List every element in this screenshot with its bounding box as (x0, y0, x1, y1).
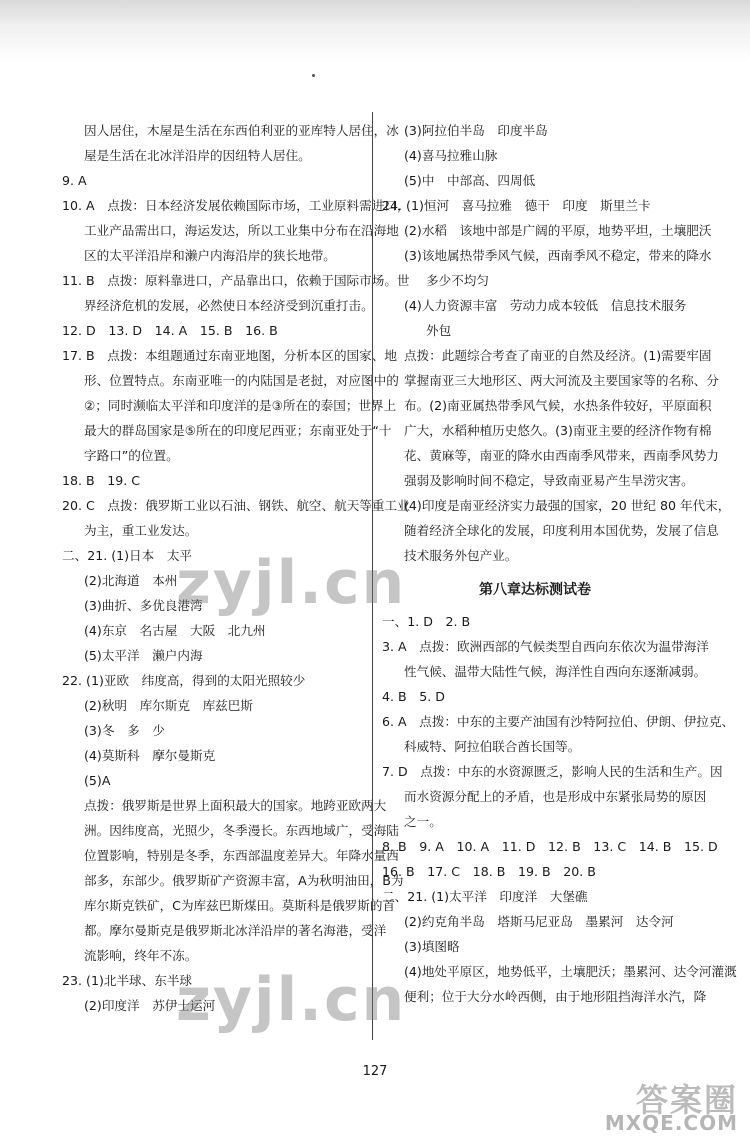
answer-line: (3)阿拉伯半岛 印度半岛 (404, 123, 548, 138)
answer-line: 强弱及影响时间不稳定，导致南亚易产生旱涝灾害。 (404, 473, 694, 488)
corner-logo-text: 答案圈 (635, 1081, 738, 1119)
answer-line: 之一。 (404, 814, 442, 829)
answer-line: 7. D 点拨：中东的水资源匮乏，影响人民的生活和生产。因 (382, 764, 723, 779)
answer-line: (4)人力资源丰富 劳动力成本较低 信息技术服务 (404, 298, 687, 313)
answer-line: (2)北海道 本州 (84, 573, 178, 588)
answer-line: 为主，重工业发达。 (84, 523, 198, 538)
answer-line: 掌握南亚三大地形区、两大河流及主要国家等的名称、分 (404, 373, 719, 388)
answer-line: 随着经济全球化的发展，印度利用本国优势，发展了信息 (404, 523, 719, 538)
answer-line: 广大，水稻种植历史悠久。(3)南亚主要的经济作物有棉 (404, 423, 712, 438)
scan-speck (312, 74, 315, 77)
answer-line: 流影响，终年不冻。 (84, 948, 198, 963)
answer-line: (3)冬 多 少 (84, 723, 165, 738)
answer-line: 多少不均匀 (426, 273, 489, 288)
answer-line: (2)秋明 库尔斯克 库兹巴斯 (84, 698, 253, 713)
answer-line: 11. B 点拨：原料靠进口，产品靠出口，依赖于国际市场。世 (62, 273, 410, 288)
answer-line: 部多，东部少。俄罗斯矿产资源丰富，A为秋明油田，B为 (84, 873, 404, 888)
answer-line: (3)曲折、多优良港湾 (84, 598, 203, 613)
answer-line: 形、位置特点。东南亚唯一的内陆国是老挝，对应图中的 (84, 373, 399, 388)
answer-line: (2)水稻 该地中部是广阔的平原，地势平坦，土壤肥沃 (404, 223, 712, 238)
answer-line: 22. (1)亚欧 纬度高，得到的太阳光照较少 (62, 673, 306, 688)
answer-line: (5)中 中部高、四周低 (404, 173, 536, 188)
answer-line: 技术服务外包产业。 (404, 548, 518, 563)
answer-line: 点拨：此题综合考查了南亚的自然及经济。(1)需要牢固 (404, 348, 712, 363)
answer-line: (4)喜马拉雅山脉 (404, 148, 498, 163)
answer-line: (5)A (84, 773, 111, 788)
answer-line: 科威特、阿拉伯联合酋长国等。 (404, 739, 581, 754)
section-heading: 第八章达标测试卷 (479, 582, 591, 598)
answer-line: 屋是生活在北冰洋沿岸的因纽特人居住。 (84, 148, 311, 163)
answer-line: 库尔斯克铁矿，C为库兹巴斯煤田。莫斯科是俄罗斯的首 (84, 898, 396, 913)
answer-line: (2)约克角半岛 塔斯马尼亚岛 墨累河 达令河 (404, 914, 674, 929)
answer-line: (3)填图略 (404, 939, 460, 954)
answer-line: 都。摩尔曼斯克是俄罗斯北冰洋沿岸的著名海港，受洋 (84, 923, 387, 938)
answer-line: 区的太平洋沿岸和濑户内海沿岸的狭长地带。 (84, 248, 336, 263)
answer-line: 洲。因纬度高，光照少，冬季漫长。东西地域广，受海陆 (84, 823, 399, 838)
answer-line: 10. A 点拨：日本经济发展依赖国际市场，工业原料需进口， (62, 198, 410, 213)
answer-line: 工业产品需出口，海运发达，所以工业集中分布在沿海地 (84, 223, 399, 238)
corner-logo-url: MXQE.COM (604, 1111, 738, 1135)
answer-line: (2)印度洋 苏伊士运河 (84, 998, 216, 1013)
answer-line: 性气候、温带大陆性气候，海洋性自西向东逐渐减弱。 (404, 664, 707, 679)
answer-line: 9. A (62, 173, 87, 188)
answer-line: 而水资源分配上的矛盾，也是形成中东紧张局势的原因 (404, 789, 707, 804)
answer-line: 因人居住，木屋是生活在东西伯利亚的亚库特人居住，冰 (84, 123, 399, 138)
answer-line: 一、1. D 2. B (382, 614, 471, 629)
answer-line: (4)莫斯科 摩尔曼斯克 (84, 748, 216, 763)
answer-line: 23. (1)北半球、东半球 (62, 973, 193, 988)
watermark: zyjl.cn (176, 548, 407, 618)
answer-line: (4)东京 名古屋 大阪 北九州 (84, 623, 266, 638)
answer-line: 20. C 点拨：俄罗斯工业以石油、钢铁、航空、航天等重工业 (62, 498, 410, 513)
answer-line: 二、21. (1)太平洋 印度洋 大堡礁 (382, 889, 588, 904)
answer-line: (3)该地属热带季风气候，西南季风不稳定，带来的降水 (404, 248, 712, 263)
answer-line: (4)地处平原区，地势低平，土壤肥沃；墨累河、达令河灌溉 (404, 964, 737, 979)
answer-line: 界经济危机的发展，必然使日本经济受到沉重打击。 (84, 298, 374, 313)
answer-line: 最大的群岛国家是⑤所在的印度尼西亚；东南亚处于“十 (84, 423, 392, 438)
scan-top-shadow (0, 0, 750, 62)
answer-line: 18. B 19. C (62, 473, 141, 488)
answer-line: 17. B 点拨：本组题通过东南亚地图，分析本区的国家、地 (62, 348, 397, 363)
corner-logo (600, 1075, 746, 1135)
answer-line: 24. (1)恒河 喜马拉雅 德干 印度 斯里兰卡 (382, 198, 651, 213)
answer-line: (5)太平洋 濑户内海 (84, 648, 203, 663)
answer-line: 4. B 5. D (382, 689, 445, 704)
answer-line: 3. A 点拨：欧洲西部的气候类型自西向东依次为温带海洋 (382, 639, 709, 654)
answer-line: 位置影响，特别是冬季，东西部温度差异大。年降水量西 (84, 848, 399, 863)
answer-line: 外包 (426, 323, 452, 338)
answer-line: 16. B 17. C 18. B 19. B 20. B (382, 864, 596, 879)
answer-line: 字路口”的位置。 (84, 448, 179, 463)
answer-line: 便利；位于大分水岭西侧，由于地形阻挡海洋水汽，降 (404, 989, 707, 1004)
right-column (382, 118, 737, 1009)
page-number: 127 (362, 1064, 388, 1079)
answer-line: ②；同时濒临太平洋和印度洋的是③所在的泰国；世界上 (84, 398, 397, 413)
answer-line: 点拨：俄罗斯是世界上面积最大的国家。地跨亚欧两大 (84, 798, 387, 813)
answer-line: 12. D 13. D 14. A 15. B 16. B (62, 323, 278, 338)
watermark: zyjl.cn (176, 965, 407, 1035)
answer-line: 布。(2)南亚属热带季风气候，水热条件较好，平原面积 (404, 398, 712, 413)
answer-line: 6. A 点拨：中东的主要产油国有沙特阿拉伯、伊朗、伊拉克、 (382, 714, 735, 729)
answer-line: 二、21. (1)日本 太平 (62, 548, 193, 563)
answer-line: 花、黄麻等，南亚的降水由西南季风带来，西南季风势力 (404, 448, 719, 463)
answer-line: 8. B 9. A 10. A 11. D 12. B 13. C 14. B 15. D (382, 839, 718, 854)
answer-line: (4)印度是南亚经济实力最强的国家，20 世纪 80 年代末， (404, 498, 731, 513)
